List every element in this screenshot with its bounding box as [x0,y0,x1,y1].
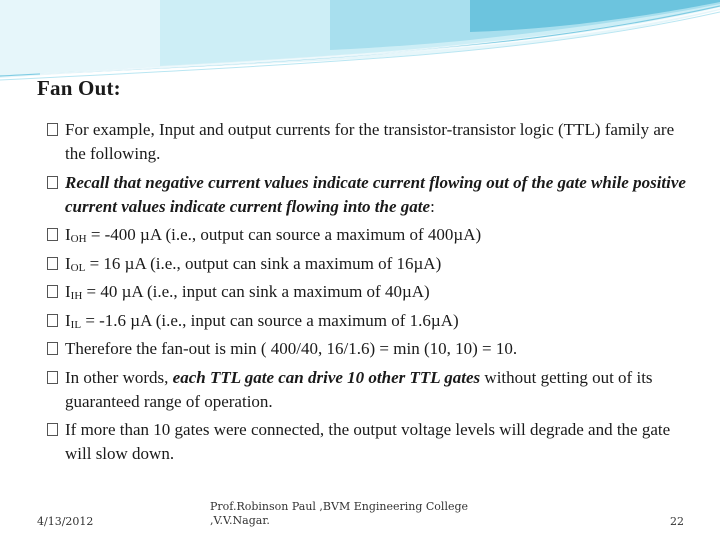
list-item [47,223,687,247]
item-text: For example, Input and output currents for the transistor-transistor logic (TTL) family are the following. [65,120,675,163]
list-item [47,171,687,219]
list-item [47,309,687,333]
list-item [47,118,687,166]
list-item [47,280,687,304]
item-text: = -400 µA (i.e., output can source a maximum of 400µA) [86,225,482,244]
footer-credit-line: Prof.Robinson Paul ,BVM Engineering College [210,500,469,513]
item-text: In other words, [65,367,173,387]
item-text: : [430,196,435,216]
bullet-box-icon [47,314,58,327]
item-text: If more than 10 gates were connected, the output voltage levels will degrade and the gate will slow down. [65,420,671,463]
current-symbol: I [65,282,71,301]
list-item [47,418,687,466]
item-text: = -1.6 µA (i.e., input can source a maximum of 1.6µA) [81,310,459,330]
bullet-box-icon [47,285,58,298]
current-symbol: I [65,225,71,244]
list-item [47,337,687,361]
bullet-box-icon [47,123,58,136]
bullet-list [47,118,687,471]
item-emphasis-text: Recall that negative current values indicate current flowing out of the gate while positive current values indicate current flowing into the gate [65,172,686,216]
list-item [47,252,687,276]
bullet-box-icon [47,257,58,270]
current-subscript: OH [70,233,87,245]
item-text: = 40 µA (i.e., input can sink a maximum of 40µA) [82,282,430,301]
item-text: without getting out of its guaranteed range of operation. [65,367,653,411]
current-subscript: IH [70,290,83,302]
bullet-box-icon [47,423,58,436]
item-text: = 16 µA (i.e., output can sink a maximum of 16µA) [85,253,442,273]
current-subscript: IL [70,318,82,331]
footer-credit [210,500,490,528]
current-symbol: I [65,253,71,273]
page-number: 22 [670,515,684,528]
bullet-box-icon [47,342,58,355]
item-text: Therefore the fan-out is min ( 400/40, 16/1.6) = min (10, 10) = 10. [65,339,518,358]
item-emphasis-text: each TTL gate can drive 10 other TTL gates [172,367,481,387]
bullet-box-icon [47,228,58,241]
current-symbol: I [65,310,71,330]
bullet-box-icon [47,371,58,384]
list-item [47,366,687,414]
slide-title: Fan Out: [37,76,121,100]
bullet-box-icon [47,176,58,189]
footer-credit-line: ,V.V.Nagar. [210,514,270,527]
footer-date: 4/13/2012 [37,515,94,528]
current-subscript: OL [70,261,86,274]
